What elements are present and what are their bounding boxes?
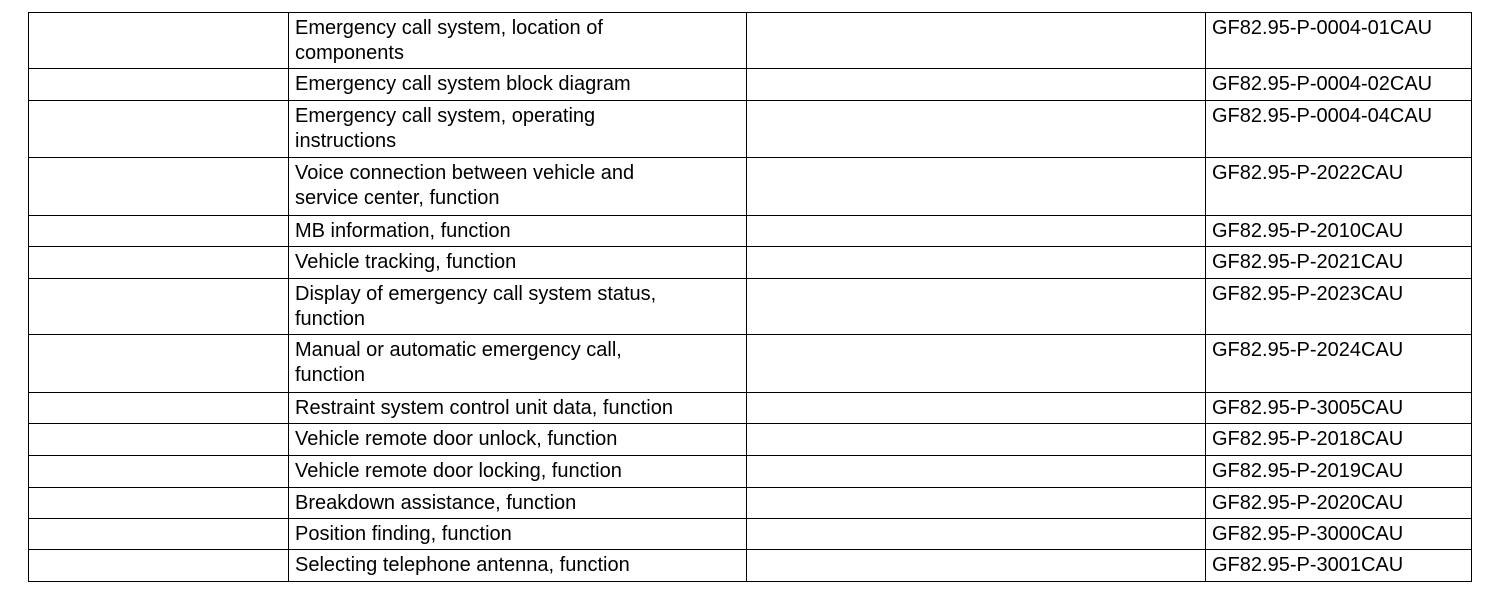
table-row: [29, 13, 1472, 69]
blank-cell: [747, 247, 1206, 279]
table-row: [29, 69, 1472, 101]
blank-cell: [747, 456, 1206, 488]
document-code-cell[interactable]: GF82.95-P-0004-02CAU: [1206, 69, 1472, 101]
blank-cell: [29, 424, 289, 456]
document-code-cell[interactable]: GF82.95-P-2010CAU: [1206, 216, 1472, 247]
document-title-cell: Emergency call system, location of components: [289, 13, 747, 69]
blank-cell: [29, 393, 289, 424]
blank-cell: [747, 69, 1206, 101]
blank-cell: [29, 101, 289, 158]
blank-cell: [29, 69, 289, 101]
document-title-cell: Position finding, function: [289, 519, 747, 550]
table-row: [29, 550, 1472, 582]
blank-cell: [29, 519, 289, 550]
table-row: [29, 488, 1472, 519]
blank-cell: [29, 13, 289, 69]
blank-cell: [29, 247, 289, 279]
blank-cell: [747, 424, 1206, 456]
table-row: [29, 158, 1472, 216]
blank-cell: [29, 550, 289, 582]
document-title-cell: Emergency call system, operating instructions: [289, 101, 747, 158]
document-code-cell[interactable]: GF82.95-P-2022CAU: [1206, 158, 1472, 216]
blank-cell: [747, 279, 1206, 335]
document-title-cell: Manual or automatic emergency call, function: [289, 335, 747, 393]
table-row: [29, 456, 1472, 488]
table-row: [29, 519, 1472, 550]
document-title-cell: Display of emergency call system status, function: [289, 279, 747, 335]
document-title-cell: Vehicle tracking, function: [289, 247, 747, 279]
document-code-cell[interactable]: GF82.95-P-3000CAU: [1206, 519, 1472, 550]
blank-cell: [747, 488, 1206, 519]
table-row: [29, 279, 1472, 335]
blank-cell: [747, 216, 1206, 247]
document-code-cell[interactable]: GF82.95-P-2018CAU: [1206, 424, 1472, 456]
document-title-cell: Voice connection between vehicle and service center, function: [289, 158, 747, 216]
table-row: [29, 393, 1472, 424]
document-code-cell[interactable]: GF82.95-P-2020CAU: [1206, 488, 1472, 519]
reference-table: [28, 12, 1472, 582]
blank-cell: [29, 279, 289, 335]
blank-cell: [747, 393, 1206, 424]
document-title-cell: Restraint system control unit data, function: [289, 393, 747, 424]
blank-cell: [29, 335, 289, 393]
blank-cell: [747, 158, 1206, 216]
document-title-cell: MB information, function: [289, 216, 747, 247]
table-row: [29, 335, 1472, 393]
table-row: [29, 424, 1472, 456]
document-title-cell: Breakdown assistance, function: [289, 488, 747, 519]
blank-cell: [747, 335, 1206, 393]
blank-cell: [747, 13, 1206, 69]
table-row: [29, 247, 1472, 279]
document-code-cell[interactable]: GF82.95-P-2019CAU: [1206, 456, 1472, 488]
document-code-cell[interactable]: GF82.95-P-2024CAU: [1206, 335, 1472, 393]
reference-table-body: [29, 13, 1472, 582]
blank-cell: [29, 216, 289, 247]
document-title-cell: Emergency call system block diagram: [289, 69, 747, 101]
blank-cell: [29, 456, 289, 488]
document-title-cell: Selecting telephone antenna, function: [289, 550, 747, 582]
document-code-cell[interactable]: GF82.95-P-0004-04CAU: [1206, 101, 1472, 158]
document-code-cell[interactable]: GF82.95-P-2023CAU: [1206, 279, 1472, 335]
table-row: [29, 216, 1472, 247]
document-title-cell: Vehicle remote door unlock, function: [289, 424, 747, 456]
blank-cell: [747, 550, 1206, 582]
document-code-cell[interactable]: GF82.95-P-3005CAU: [1206, 393, 1472, 424]
document-code-cell[interactable]: GF82.95-P-2021CAU: [1206, 247, 1472, 279]
document-title-cell: Vehicle remote door locking, function: [289, 456, 747, 488]
blank-cell: [747, 101, 1206, 158]
document-code-cell[interactable]: GF82.95-P-3001CAU: [1206, 550, 1472, 582]
blank-cell: [29, 158, 289, 216]
blank-cell: [29, 488, 289, 519]
document-code-cell[interactable]: GF82.95-P-0004-01CAU: [1206, 13, 1472, 69]
table-row: [29, 101, 1472, 158]
blank-cell: [747, 519, 1206, 550]
